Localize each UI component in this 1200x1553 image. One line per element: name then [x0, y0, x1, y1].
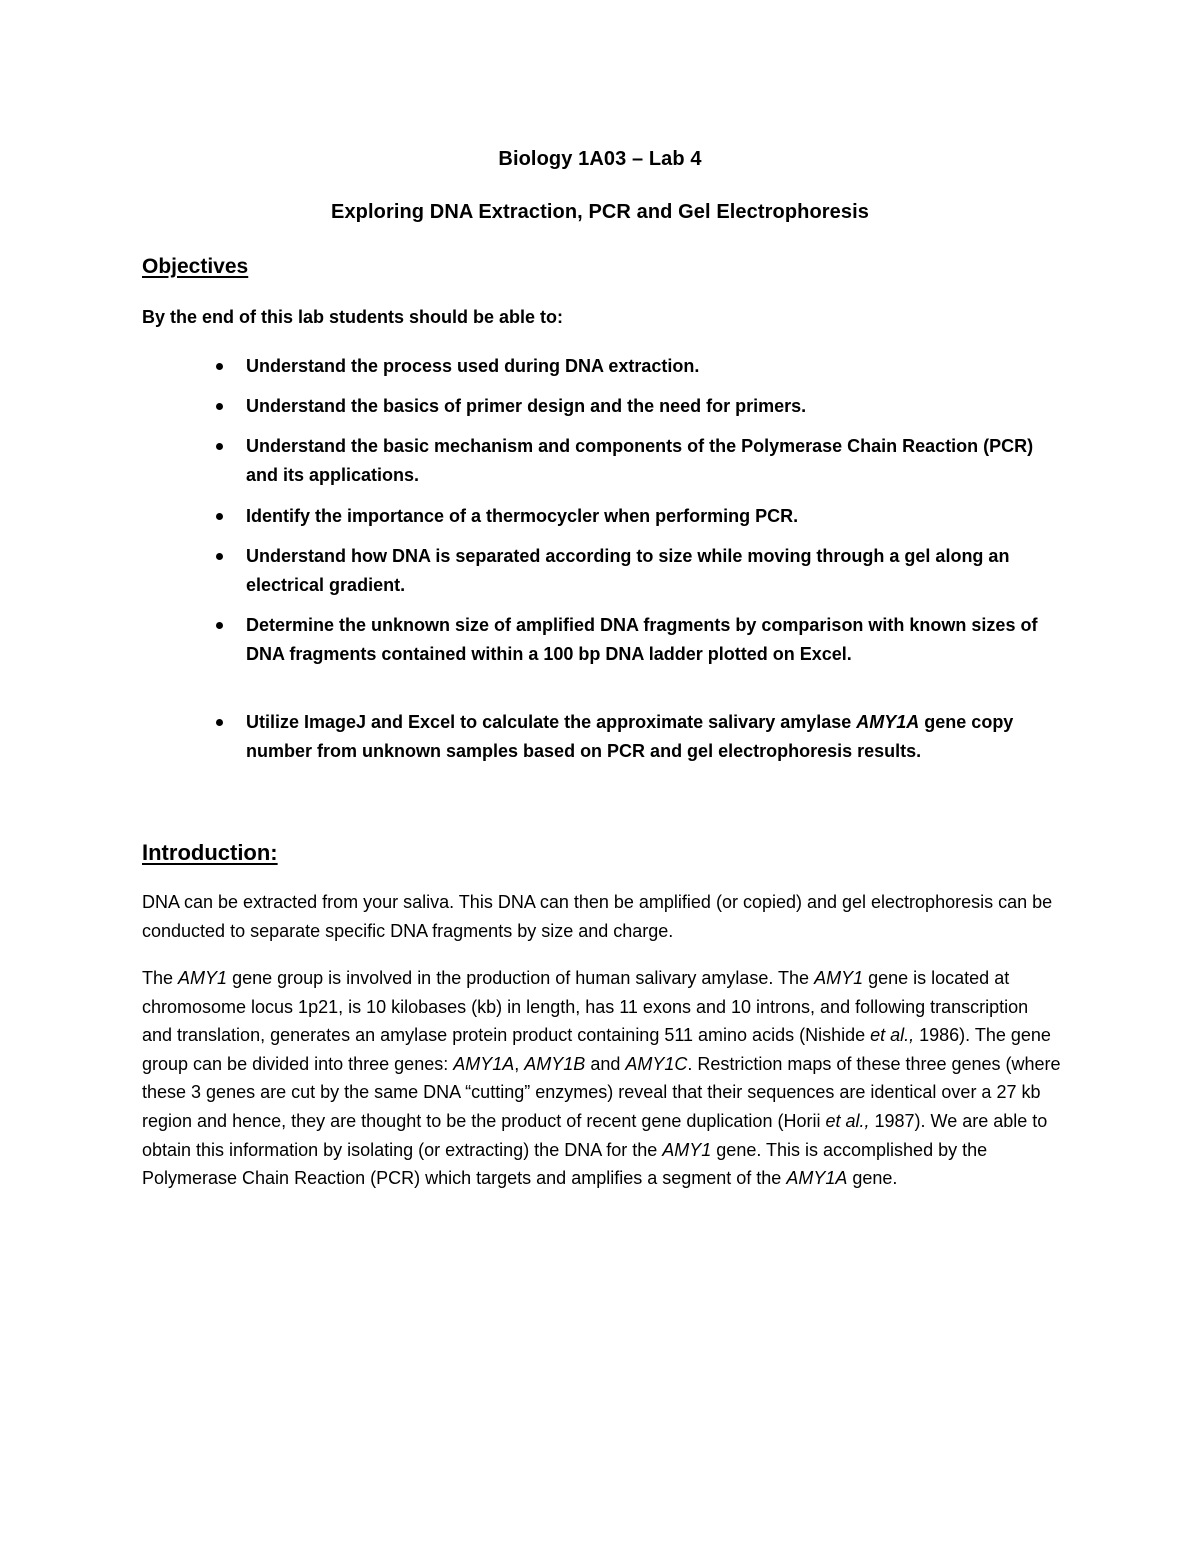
- objective-text: [246, 546, 1009, 595]
- text-run: gene.: [847, 1168, 898, 1189]
- italic-term: AMY1A: [453, 1053, 515, 1074]
- text-run: gene group is involved in the production of human salivary amylase. The: [227, 968, 815, 988]
- objective-item: [246, 502, 1066, 531]
- objective-text: [246, 506, 798, 526]
- bullet-icon: [216, 443, 223, 450]
- text-run: Understand how DNA is separated according to size while moving through a gel along an electrical gradient.: [246, 546, 1010, 595]
- text-run: Determine the unknown size of amplified DNA fragments by comparison with known sizes of DNA fragments contained within a 100 bp DNA ladder plotted on Excel.: [246, 615, 1038, 664]
- bullet-icon: [216, 403, 223, 410]
- objective-item: [246, 352, 1066, 381]
- text-run: The: [142, 968, 179, 988]
- bullet-icon: [216, 363, 223, 370]
- objective-text: [246, 712, 1013, 761]
- introduction-heading: Introduction:: [142, 840, 278, 865]
- text-run: 1987). We are able to obtain this information by isolating (or extracting) the DNA for the: [142, 1110, 1048, 1160]
- objective-text: [246, 615, 1037, 664]
- objective-text: [246, 396, 806, 416]
- text-run: . Restriction maps of these three genes (where these 3 genes are cut by the same DNA “cutting” enzymes) reveal that their sequences are identical over a 27 kb region and hence, they are thought to be the product of recent gene duplication (Horii: [142, 1053, 1061, 1131]
- italic-term: AMY1A: [856, 712, 920, 732]
- document-title: Biology 1A03 – Lab 4: [498, 148, 702, 170]
- text-run: and: [585, 1053, 626, 1074]
- objective-item: [246, 542, 1066, 600]
- text-run: ,: [514, 1053, 525, 1074]
- objectives-heading: Objectives: [142, 255, 249, 278]
- italic-term: AMY1B: [524, 1053, 586, 1074]
- objective-item: [246, 708, 1066, 766]
- text-run: gene copy number from unknown samples based on PCR and gel electrophoresis results.: [246, 712, 1014, 761]
- bullet-icon: [216, 553, 223, 560]
- text-run: DNA can be extracted from your saliva. This DNA can then be amplified (or copied) and gel electrophoresis can be conducted to separate specific DNA fragments by size and charge.: [142, 892, 1053, 941]
- introduction-paragraph-1: [142, 888, 1062, 945]
- text-run: gene. This is accomplished by the Polymerase Chain Reaction (PCR) which targets and amplifies a segment of the: [142, 1139, 988, 1189]
- italic-term: AMY1C: [625, 1053, 688, 1074]
- objective-item: [246, 392, 1066, 421]
- italic-term: AMY1: [814, 968, 864, 988]
- objectives-lead: By the end of this lab students should be able to:: [142, 307, 564, 327]
- introduction-paragraph-2: [142, 964, 1062, 1193]
- italic-term: AMY1: [662, 1139, 712, 1160]
- italic-term: et al.,: [870, 1025, 915, 1046]
- objective-item: [246, 611, 1066, 669]
- bullet-icon: [216, 622, 223, 629]
- text-run: Understand the process used during DNA extraction.: [246, 356, 700, 376]
- objective-item: [246, 432, 1066, 490]
- text-run: Understand the basics of primer design and the need for primers.: [246, 396, 807, 416]
- italic-term: AMY1A: [786, 1168, 848, 1189]
- text-run: gene is located at chromosome locus 1p21, is 10 kilobases (kb) in length, has 11 exons and 10 introns, and following transcription and translation, generates an amylase protein product containing 511 amino acids (Nishide: [142, 968, 1029, 1046]
- bullet-icon: [216, 513, 223, 520]
- objective-text: [246, 436, 1033, 485]
- document-subtitle: Exploring DNA Extraction, PCR and Gel Electrophoresis: [331, 201, 869, 223]
- objective-text: [246, 356, 699, 376]
- text-run: Identify the importance of a thermocycler when performing PCR.: [246, 506, 799, 526]
- italic-term: et al.,: [825, 1110, 870, 1131]
- italic-term: AMY1: [178, 968, 228, 988]
- bullet-icon: [216, 719, 223, 726]
- text-run: 1986). The gene group can be divided into three genes:: [142, 1025, 1051, 1074]
- text-run: Understand the basic mechanism and components of the Polymerase Chain Reaction (PCR) and its applications.: [246, 436, 1034, 485]
- text-run: Utilize ImageJ and Excel to calculate the approximate salivary amylase: [246, 712, 857, 732]
